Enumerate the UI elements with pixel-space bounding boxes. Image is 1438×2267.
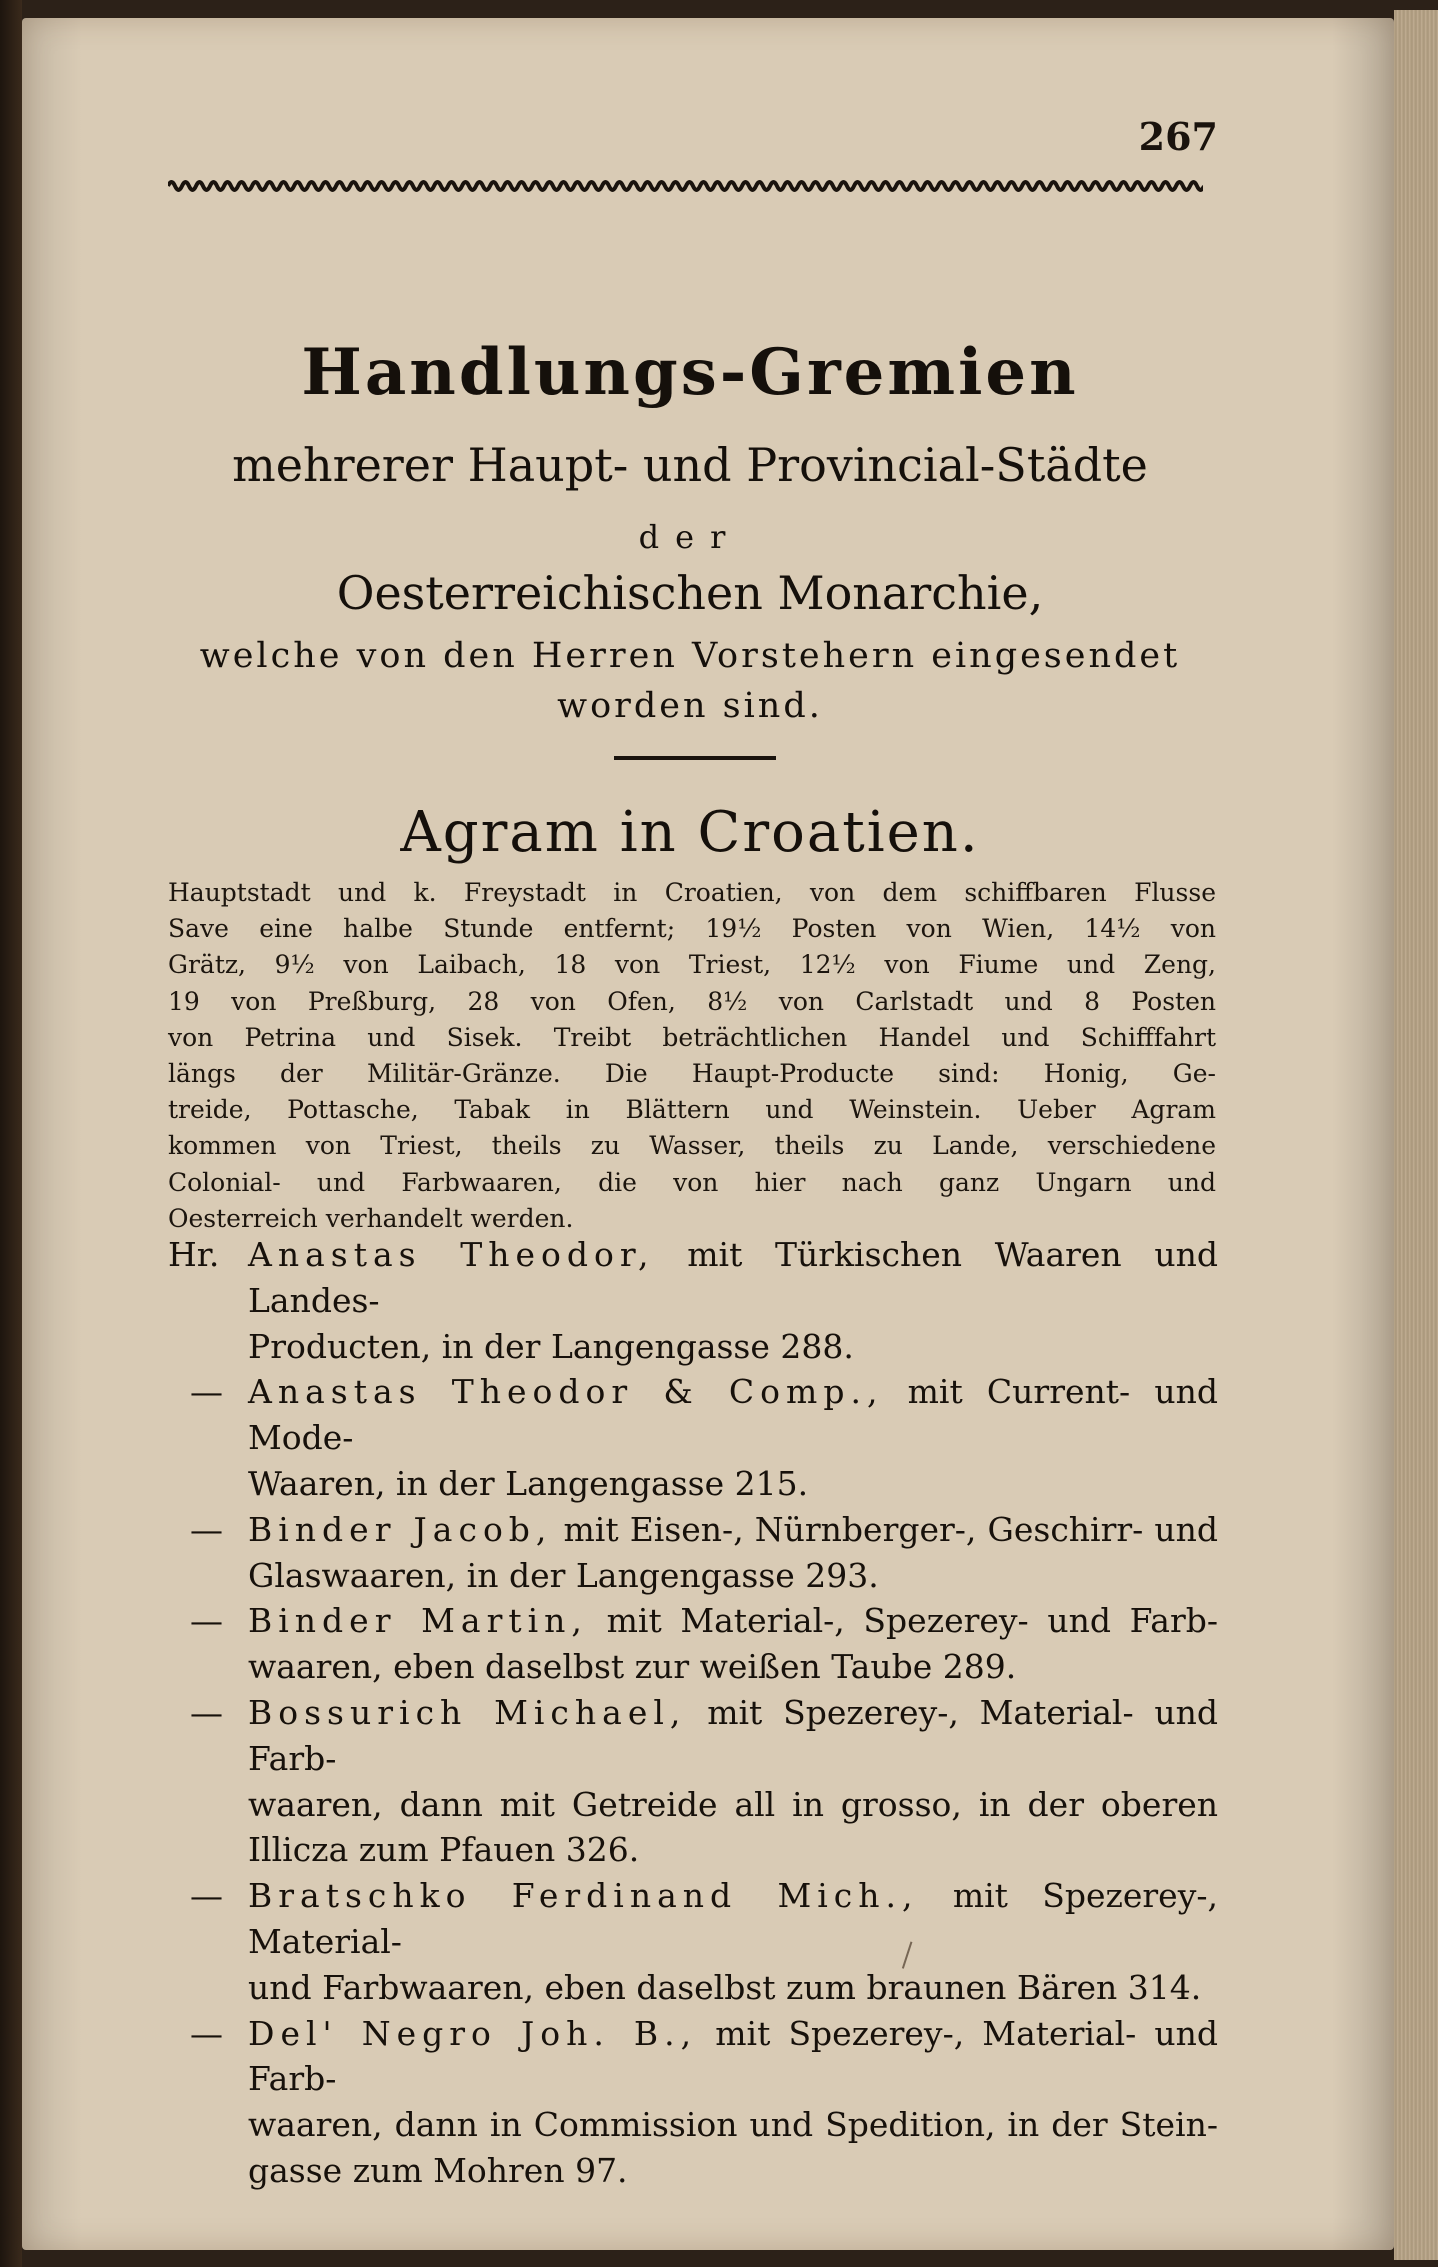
page-edges (1394, 10, 1438, 2260)
merchant-list (168, 1232, 1218, 2194)
description-line: längs der Militär-Gränze. Die Haupt-Producte sind: Honig, Ge- (168, 1059, 1216, 1089)
subtitle-line-5: worden sind. (557, 686, 823, 726)
description-line: kommen von Triest, theils zu Wasser, theils zu Lande, verschiedene (168, 1131, 1216, 1161)
list-item (168, 1232, 1218, 1369)
entry-prefix: Hr. (168, 1235, 220, 1274)
entry-prefix: — (190, 1876, 223, 1916)
description-line: Grätz, 9½ von Laibach, 18 von Triest, 12½ von Fiume und Zeng, (168, 950, 1216, 980)
entry-text: gasse zum Mohren 97. (248, 2150, 628, 2190)
entry-text: mit Türkischen Waaren und Landes- (248, 1235, 1218, 1320)
entry-prefix: — (190, 2013, 223, 2053)
merchant-name: Bossurich Michael, (248, 1692, 687, 1732)
entry-text: waaren, eben daselbst zur weißen Taube 289. (248, 1647, 1017, 1687)
list-item (168, 1690, 1218, 1873)
description-line: treide, Pottasche, Tabak in Blättern und Weinstein. Ueber Agram (168, 1095, 1216, 1125)
entry-prefix: — (190, 1601, 223, 1641)
page-title: Handlungs-Gremien (301, 335, 1079, 410)
description-line: Oesterreich verhandelt werden. (168, 1203, 574, 1233)
subtitle-line-1: mehrerer Haupt- und Provincial-Städte (232, 438, 1148, 492)
description-line: Colonial- und Farbwaaren, die von hier nach ganz Ungarn und (168, 1167, 1216, 1197)
entry-text: und Farbwaaren, eben daselbst zum braunen Bären 314. (248, 1967, 1202, 2007)
list-item (168, 1873, 1218, 2010)
description-line: Save eine halbe Stunde entfernt; 19½ Posten von Wien, 14½ von (168, 914, 1216, 944)
entry-prefix: — (190, 1509, 223, 1549)
merchant-name: Del' Negro Joh. B., (248, 2013, 698, 2053)
entry-text: mit Spezerey-, Material- (248, 1876, 1218, 1961)
list-item (168, 1369, 1218, 1506)
merchant-name: Binder Jacob, (248, 1509, 553, 1549)
entry-text: waaren, dann in Commission und Spedition, in der Stein- (248, 2105, 1218, 2145)
list-item (168, 1507, 1218, 1599)
list-item (168, 1598, 1218, 1690)
subtitle-line-4: welche von den Herren Vorstehern eingesendet (199, 636, 1181, 676)
entry-text: waaren, dann mit Getreide all in grosso, in der oberen (248, 1784, 1218, 1824)
merchant-name: Anastas Theodor & Comp., (248, 1372, 884, 1412)
title-divider (614, 756, 776, 760)
book-gutter (0, 0, 22, 2267)
merchant-name: Bratschko Ferdinand Mich., (248, 1876, 919, 1916)
entry-text: mit Eisen-, Nürnberger-, Geschirr- und (563, 1509, 1219, 1549)
merchant-name: Anastas Theodor, (248, 1235, 655, 1274)
section-description (168, 875, 1216, 1237)
subtitle-line-2: der (638, 518, 742, 556)
entry-text: Glaswaaren, in der Langengasse 293. (248, 1555, 879, 1595)
entry-text: mit Current- und Mode- (248, 1372, 1218, 1458)
description-line: von Petrina und Sisek. Treibt beträchtlichen Handel und Schifffahrt (168, 1022, 1216, 1052)
ornamental-rule (168, 176, 1203, 196)
entry-prefix: — (190, 1372, 223, 1412)
entry-text: Waaren, in der Langengasse 215. (248, 1463, 809, 1503)
entry-text: Illicza zum Pfauen 326. (248, 1830, 640, 1870)
section-heading: Agram in Croatien. (400, 800, 980, 865)
entry-text: mit Spezerey-, Material- und Farb- (248, 2013, 1218, 2099)
entry-text: mit Spezerey-, Material- und Farb- (248, 1692, 1218, 1778)
page-number: 267 (1138, 114, 1218, 159)
merchant-name: Binder Martin, (248, 1601, 588, 1641)
list-item (168, 2011, 1218, 2194)
description-line: Hauptstadt und k. Freystadt in Croatien, von dem schiffbaren Flusse (168, 878, 1216, 907)
description-line: 19 von Preßburg, 28 von Ofen, 8½ von Carlstadt und 8 Posten (168, 986, 1216, 1016)
subtitle-line-3: Oesterreichischen Monarchie, (336, 566, 1044, 620)
entry-text: mit Material-, Spezerey- und Farb- (606, 1601, 1219, 1641)
entry-text: Producten, in der Langengasse 288. (248, 1326, 854, 1366)
entry-prefix: — (190, 1692, 223, 1732)
